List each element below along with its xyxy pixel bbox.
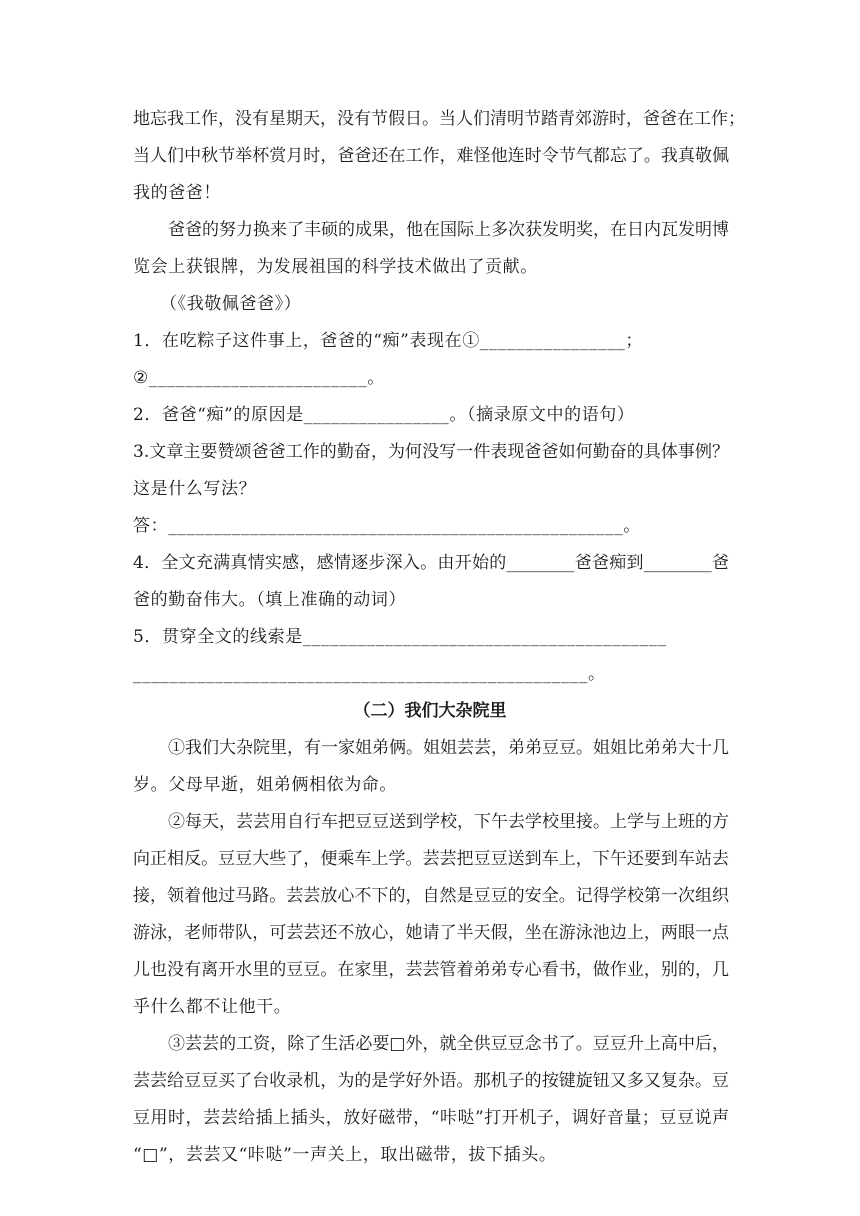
question-4-cont: 爸的勤奋伟大。（填上准确的动词） xyxy=(133,590,407,610)
paragraph-line: ①我们大杂院里，有一家姐弟俩。姐姐芸芸，弟弟豆豆。姐姐比弟弟大十几 xyxy=(168,738,729,758)
paragraph-line: ②每天，芸芸用自行车把豆豆送到学校，下午去学校里接。上学与上班的方 xyxy=(168,812,729,832)
paragraph-line: 向正相反。豆豆大些了，便乘车上学。芸芸把豆豆送到车上，下午还要到车站去 xyxy=(133,849,729,869)
question-2: 2．爸爸“痴”的原因是________________。（摘录原文中的语句） xyxy=(133,405,635,425)
question-3: 3.文章主要赞颂爸爸工作的勤奋，为何没写一件表现爸爸如何勤奋的具体事例？ xyxy=(133,442,729,462)
paragraph-line: 我的爸爸！ xyxy=(133,183,221,203)
paragraph-line: 游泳，老师带队，可芸芸还不放心，她请了半天假，坐在游泳池边上，两眼一点 xyxy=(133,923,729,943)
source-citation: （《我敬佩爸爸》） xyxy=(160,294,302,314)
paragraph-line: 当人们中秋节举杯赏月时，爸爸还在工作，难怪他连时令节气都忘了。我真敬佩 xyxy=(133,146,729,166)
paragraph-line: 地忘我工作，没有星期天，没有节假日。当人们清明节踏青郊游时，爸爸在工作； xyxy=(133,109,745,129)
paragraph-line: 豆用时，芸芸给插上插头，放好磁带，“咔哒”打开机子，调好音量；豆豆说声 xyxy=(133,1108,729,1128)
paragraph-line: ③芸芸的工资，除了生活必要□外，就全供豆豆念书了。豆豆升上高中后， xyxy=(168,1034,729,1054)
paragraph-line: 芸芸给豆豆买了台收录机，为的是学好外语。那机子的按键旋钮又多又复杂。豆 xyxy=(133,1071,729,1091)
question-3-cont: 这是什么写法？ xyxy=(133,479,257,499)
paragraph-line: 岁。父母早逝，姐弟俩相依为命。 xyxy=(133,775,397,795)
answer-line: 答：__________________________________________________。 xyxy=(133,516,641,536)
question-4: 4．全文充满真情实感，感情逐步深入。由开始的________爸爸痴到________爸 xyxy=(133,553,729,573)
paragraph-line: 儿也没有离开水里的豆豆。在家里，芸芸管着弟弟专心看书，做作业，别的，几 xyxy=(133,960,729,980)
question-5: 5．贯穿全文的线索是________________________________________ xyxy=(133,627,667,647)
section-title: （二）我们大杂院里 xyxy=(353,701,507,721)
question-1-cont: ②________________________。 xyxy=(133,368,385,388)
question-5-cont: __________________________________________________。 xyxy=(133,664,606,684)
paragraph-line: 接，领着他过马路。芸芸放心不下的，自然是豆豆的安全。记得学校第一次组织 xyxy=(133,886,729,906)
paragraph-line: “□”，芸芸又“咔哒”一声关上，取出磁带，拔下插头。 xyxy=(133,1145,557,1165)
paragraph-line: 乎什么都不让他干。 xyxy=(133,997,292,1017)
paragraph-line: 览会上获银牌，为发展祖国的科学技术做出了贡献。 xyxy=(133,257,538,277)
question-1: 1．在吃粽子这件事上，爸爸的“痴”表现在①________________； xyxy=(133,331,643,351)
paragraph-line: 爸爸的努力换来了丰硕的成果，他在国际上多次获发明奖，在日内瓦发明博 xyxy=(168,220,729,240)
